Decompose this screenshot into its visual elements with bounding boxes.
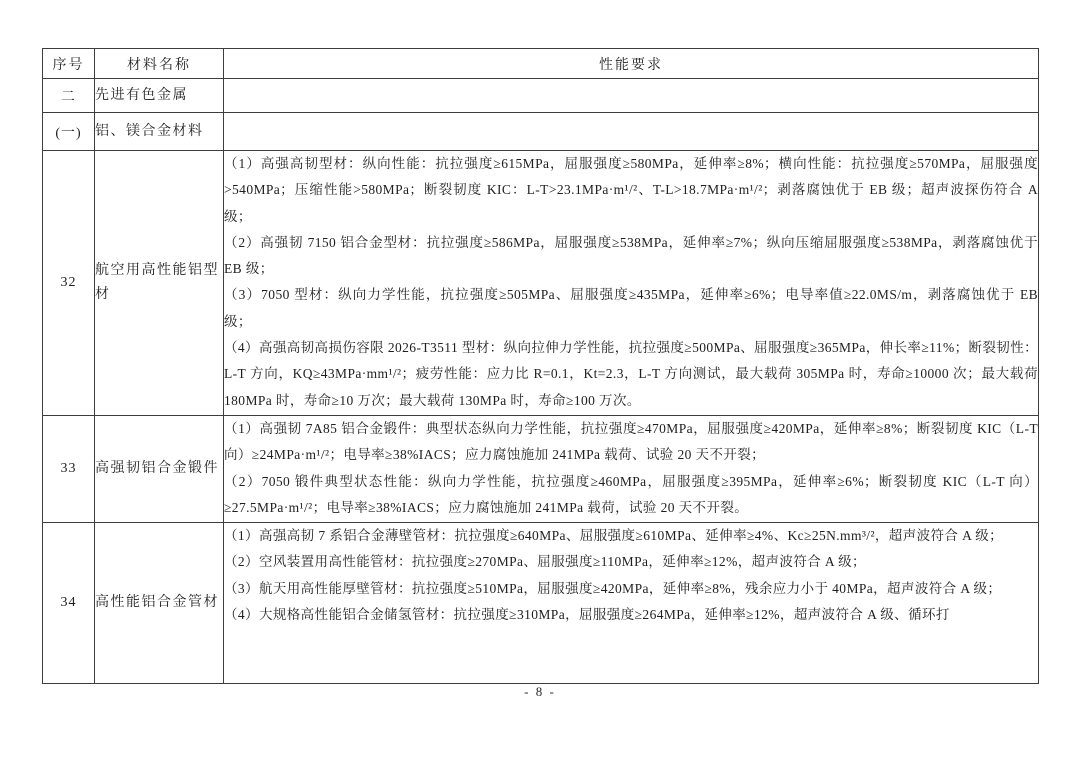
material-name: 高强韧铝合金锻件 (95, 416, 224, 523)
table-row-32 (43, 151, 1039, 416)
material-name: 铝、镁合金材料 (95, 113, 224, 151)
header-performance-requirements: 性能要求 (224, 49, 1039, 79)
row-number: 33 (43, 416, 95, 523)
table-row-section (43, 79, 1039, 113)
row-number: 34 (43, 523, 95, 684)
requirement-paragraph: （3）7050 型材：纵向力学性能，抗拉强度≥505MPa、屈服强度≥435MPa，延伸率≥6%；电导率值≥22.0MS/m，剥落腐蚀优于 EB 级； (224, 287, 1038, 329)
requirements-cell (224, 151, 1039, 416)
requirement-paragraph: （3）航天用高性能厚壁管材：抗拉强度≥510MPa，屈服强度≥420MPa，延伸率≥8%，残余应力小于 40MPa，超声波符合 A 级； (224, 580, 1002, 596)
requirements-cell (224, 523, 1039, 684)
requirement-paragraph: （2）空风装置用高性能管材：抗拉强度≥270MPa、屈服强度≥110MPa，延伸率≥12%，超声波符合 A 级； (224, 554, 866, 570)
requirement-paragraph: （1）高强高韧型材：纵向性能：抗拉强度≥615MPa，屈服强度≥580MPa，延伸率≥8%；横向性能：抗拉强度≥570MPa，屈服强度>540MPa；压缩性能>580MPa；断裂韧度 KIC：L-T>23.1MPa·m¹/²、T-L>18.7MPa·m¹/²；剥落腐蚀优于 EB 级；超声波探伤符合 A 级； (224, 156, 1038, 224)
material-name: 先进有色金属 (95, 79, 224, 113)
requirement-paragraph: （4）大规格高性能铝合金储氢管材：抗拉强度≥310MPa，屈服强度≥264MPa，延伸率≥12%，超声波符合 A 级、循环打 (224, 606, 950, 622)
requirements-cell (224, 113, 1039, 151)
table-row-33 (43, 416, 1039, 523)
requirement-paragraph: （2）7050 锻件典型状态性能：纵向力学性能，抗拉强度≥460MPa，屈服强度≥395MPa，延伸率≥6%；断裂韧度 KIC（L-T 向）≥27.5MPa·m¹/²；电导率≥38%IACS；应力腐蚀施加 241MPa 载荷，试验 20 天不开裂。 (224, 473, 1038, 515)
row-number: (一) (43, 113, 95, 151)
requirement-paragraph: （4）高强高韧高损伤容限 2026-T3511 型材：纵向拉伸力学性能，抗拉强度≥500MPa、屈服强度≥365MPa，伸长率≥11%；断裂韧性：L-T 方向，KQ≥43MPa·mm¹/²；疲劳性能：应力比 R=0.1，Kt=2.3，L-T 方向测试，最大载荷 305MPa 时，寿命≥10000 次；最大载荷 180MPa 时，寿命≥10 万次；最大载荷 130MPa 时，寿命≥100 万次。 (224, 340, 1038, 408)
table-header-row (43, 49, 1039, 79)
material-name: 高性能铝合金管材 (95, 523, 224, 684)
page-number: - 8 - (524, 684, 556, 699)
requirement-paragraph: （1）高强高韧 7 系铝合金薄壁管材：抗拉强度≥640MPa、屈服强度≥610MPa、延伸率≥4%、Kc≥25N.mm³/²，超声波符合 A 级； (224, 528, 1004, 543)
materials-requirements-table (42, 48, 1039, 684)
header-serial-number: 序号 (43, 49, 95, 79)
requirement-paragraph: （2）高强韧 7150 铝合金型材：抗拉强度≥586MPa，屈服强度≥538MPa，延伸率≥7%；纵向压缩屈服强度≥538MPa，剥落腐蚀优于 EB 级； (224, 234, 1038, 277)
requirements-cell (224, 79, 1039, 113)
table-row-34 (43, 523, 1039, 684)
table-row-subsection (43, 113, 1039, 151)
header-material-name: 材料名称 (95, 49, 224, 79)
row-number: 32 (43, 151, 95, 416)
material-name: 航空用高性能铝型材 (95, 151, 224, 416)
requirement-paragraph: （1）高强韧 7A85 铝合金锻件：典型状态纵向力学性能，抗拉强度≥470MPa，屈服强度≥420MPa，延伸率≥8%；断裂韧度 KIC（L-T 向）≥24MPa·m¹/²；电导率≥38%IACS；应力腐蚀施加 241MPa 载荷、试验 20 天不开裂； (224, 421, 1038, 463)
requirements-cell (224, 416, 1039, 523)
row-number: 二 (43, 79, 95, 113)
